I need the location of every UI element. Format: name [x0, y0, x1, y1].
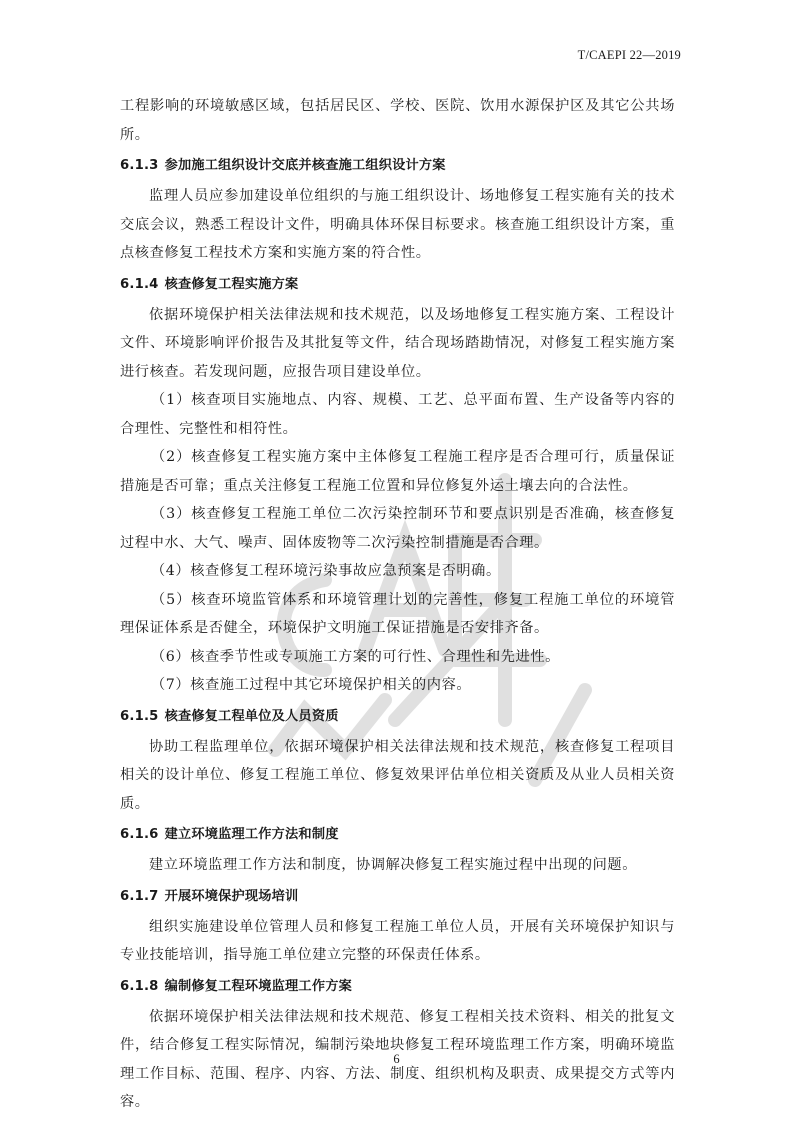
section-paragraph: 监理人员应参加建设单位组织的与施工组织设计、场地修复工程实施有关的技术交底会议，熟悉工程设计文件，明确具体环保目标要求。核查施工组织设计方案，重点核查修复工程技术方案和实施方案的符合性。: [120, 188, 675, 261]
section-number: 6.1.5: [120, 708, 159, 724]
section-title: 核查修复工程实施方案: [164, 276, 299, 292]
section-heading-6-1-5: [120, 706, 675, 728]
section-heading-6-1-3: [120, 155, 675, 177]
section-number: 6.1.8: [120, 978, 159, 994]
list-item: （4）核查修复工程环境污染事故应急预案是否明确。: [151, 563, 501, 579]
section-title: 编制修复工程环境监理工作方案: [164, 978, 352, 994]
section-heading-6-1-7: [120, 886, 675, 908]
section-heading-6-1-8: [120, 976, 675, 998]
list-item: （3）核查修复工程施工单位二次污染控制环节和要点识别是否准确，核查修复过程中水、大气、噪声、固体废物等二次污染控制措施是否合理。: [120, 506, 675, 551]
main-content: [120, 92, 675, 1117]
list-item: （6）核查季节性或专项施工方案的可行性、合理性和先进性。: [151, 648, 560, 665]
section-paragraph: 依据环境保护相关法律法规和技术规范、修复工程相关技术资料、相关的批复文件，结合修复工程实际情况，编制污染地块修复工程环境监理工作方案，明确环境监理工作目标、范围、程序、内容、方法、制度、组织机构及职责、成果提交方式等内容。: [120, 1008, 675, 1110]
page-number: 6: [393, 1052, 400, 1066]
list-item: （7）核查施工过程中其它环境保护相关的内容。: [151, 677, 472, 693]
section-paragraph: 建立环境监理工作方法和制度，协调解决修复工程实施过程中出现的问题。: [149, 857, 637, 873]
section-title: 参加施工组织设计交底并核查施工组织设计方案: [164, 158, 446, 173]
section-number: 6.1.3: [120, 158, 159, 173]
section-title: 建立环境监理工作方法和制度: [164, 827, 339, 842]
section-heading-6-1-4: [120, 274, 675, 296]
section-paragraph: 组织实施建设单位管理人员和修复工程施工单位人员，开展有关环境保护知识与专业技能培训，指导施工单位建立完整的环保责任体系。: [120, 918, 675, 963]
section-paragraph: 协助工程监理单位，依据环境保护相关法律法规和技术规范，核查修复工程项目相关的设计单位、修复工程施工单位、修复效果评估单位相关资质及从业人员相关资质。: [120, 738, 675, 812]
section-paragraph: 依据环境保护相关法律法规和技术规范，以及场地修复工程实施方案、工程设计文件、环境影响评价报告及其批复等文件，结合现场踏勘情况，对修复工程实施方案进行核查。若发现问题，应报告项目建设单位。: [120, 306, 675, 380]
list-item: （1）核查项目实施地点、内容、规模、工艺、总平面布置、生产设备等内容的合理性、完整性和相符性。: [120, 392, 675, 437]
standard-code: T/CAEPI 22—2019: [577, 48, 681, 62]
list-item: （5）核查环境监管体系和环境管理计划的完善性，修复工程施工单位的环境管理保证体系是否健全，环境保护文明施工保证措施是否安排齐备。: [120, 591, 675, 636]
section-title: 开展环境保护现场培训: [164, 888, 299, 904]
section-title: 核查修复工程单位及人员资质: [164, 708, 339, 724]
section-number: 6.1.4: [120, 276, 159, 292]
list-item: （2）核查修复工程实施方案中主体修复工程施工程序是否合理可行，质量保证措施是否可靠；重点关注修复工程施工位置和异位修复外运土壤去向的合法性。: [120, 449, 675, 494]
intro-paragraph: 工程影响的环境敏感区域，包括居民区、学校、医院、饮用水源保护区及其它公共场所。: [120, 98, 675, 143]
section-number: 6.1.6: [120, 827, 159, 842]
section-heading-6-1-6: [120, 824, 675, 846]
section-number: 6.1.7: [120, 888, 159, 904]
